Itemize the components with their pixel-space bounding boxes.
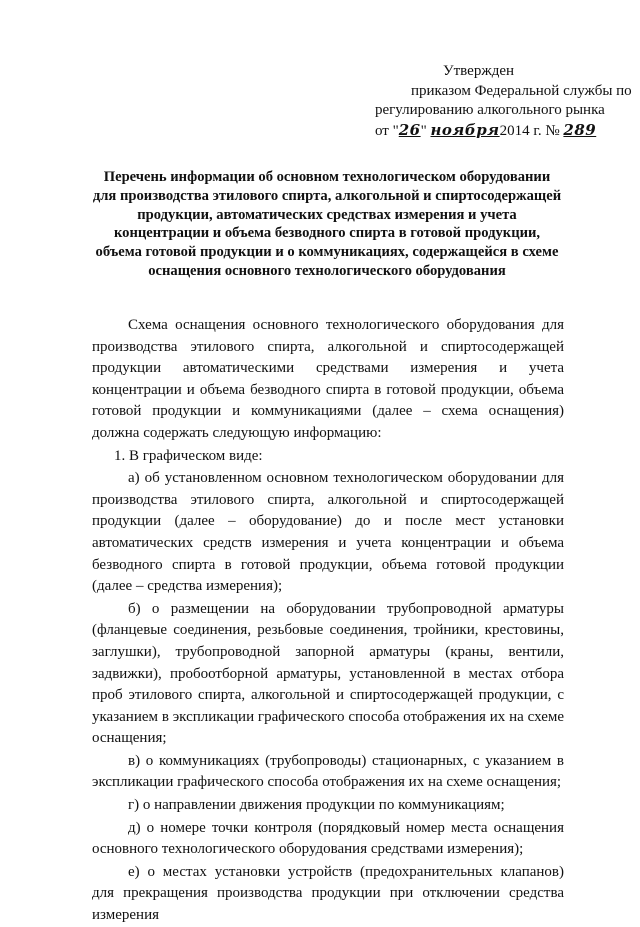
approval-order-line: приказом Федеральной службы по (411, 82, 632, 99)
item-g-paragraph: г) о направлении движения продукции по коммуникациям; (128, 797, 505, 814)
handwritten-day: 26 (398, 120, 421, 139)
item-d-paragraph: д) о номере точки контроля (порядковый номер места оснащения основного технологического оборудования средствами измерения); (92, 819, 564, 858)
document-title: Перечень информации об основном технологическом оборудовании для производства этилового спирта, алкогольной и спиртосодержащей продукции, автоматических средствах измерения и учета концентрации и объема безводного спирта в готовой продукции, объема готовой продукции и о коммуникациях, содержащейся в схеме оснащения основного технологического оборудования (92, 169, 562, 279)
item-a-paragraph: а) об установленном основном технологическом оборудовании для производства этилового спирта, алкогольной и спиртосодержащей продукции (далее – оборудование) до и после мест установки автоматических средств измерения и учета концентрации и объема безводного спирта в готовой продукции, объема готовой продукции (далее – средства измерения); (92, 470, 564, 595)
date-mid: " (420, 122, 431, 139)
intro-paragraph: Схема оснащения основного технологического оборудования для производства этилового спирта, алкогольной и спиртосодержащей продукции автоматическими средствами измерения и учета концентрации и объема безводного спирта в готовой продукции, объема готовой продукции и коммуникациями (далее – схема оснащения) должна содержать следующую информацию: (92, 317, 564, 441)
date-prefix: от " (375, 122, 399, 139)
handwritten-month: ноября (430, 120, 500, 139)
approval-heading: Утвержден (443, 63, 515, 79)
approval-date-line (375, 121, 615, 142)
item-e-paragraph: е) о местах установки устройств (предохранительных клапанов) для прекращения производства продукции при отключении средства измерения (92, 863, 564, 924)
item-v-paragraph: в) о коммуникациях (трубопроводы) стационарных, с указанием в экспликации графического способа отображения их на схеме оснащения; (92, 752, 564, 791)
year-text: 2014 г. № (499, 122, 564, 139)
approval-stamp (375, 62, 632, 141)
document-body (92, 315, 564, 927)
handwritten-order-number: 289 (563, 120, 597, 139)
approval-agency-line: регулированию алкогольного рынка (375, 102, 605, 118)
section-1-heading: 1. В графическом виде: (114, 447, 263, 464)
item-b-paragraph: б) о размещении на оборудовании трубопроводной арматуры (фланцевые соединения, резьбовые соединения, тройники, крестовины, заглушки), трубопроводной запорной арматуры (краны, вентили, задвижки), пробоотборной арматуры, установленной в местах отбора проб этилового спирта, алкогольной и спиртосодержащей продукции, с указанием в экспликации графического способа отображения их на схеме оснащения; (92, 600, 564, 747)
